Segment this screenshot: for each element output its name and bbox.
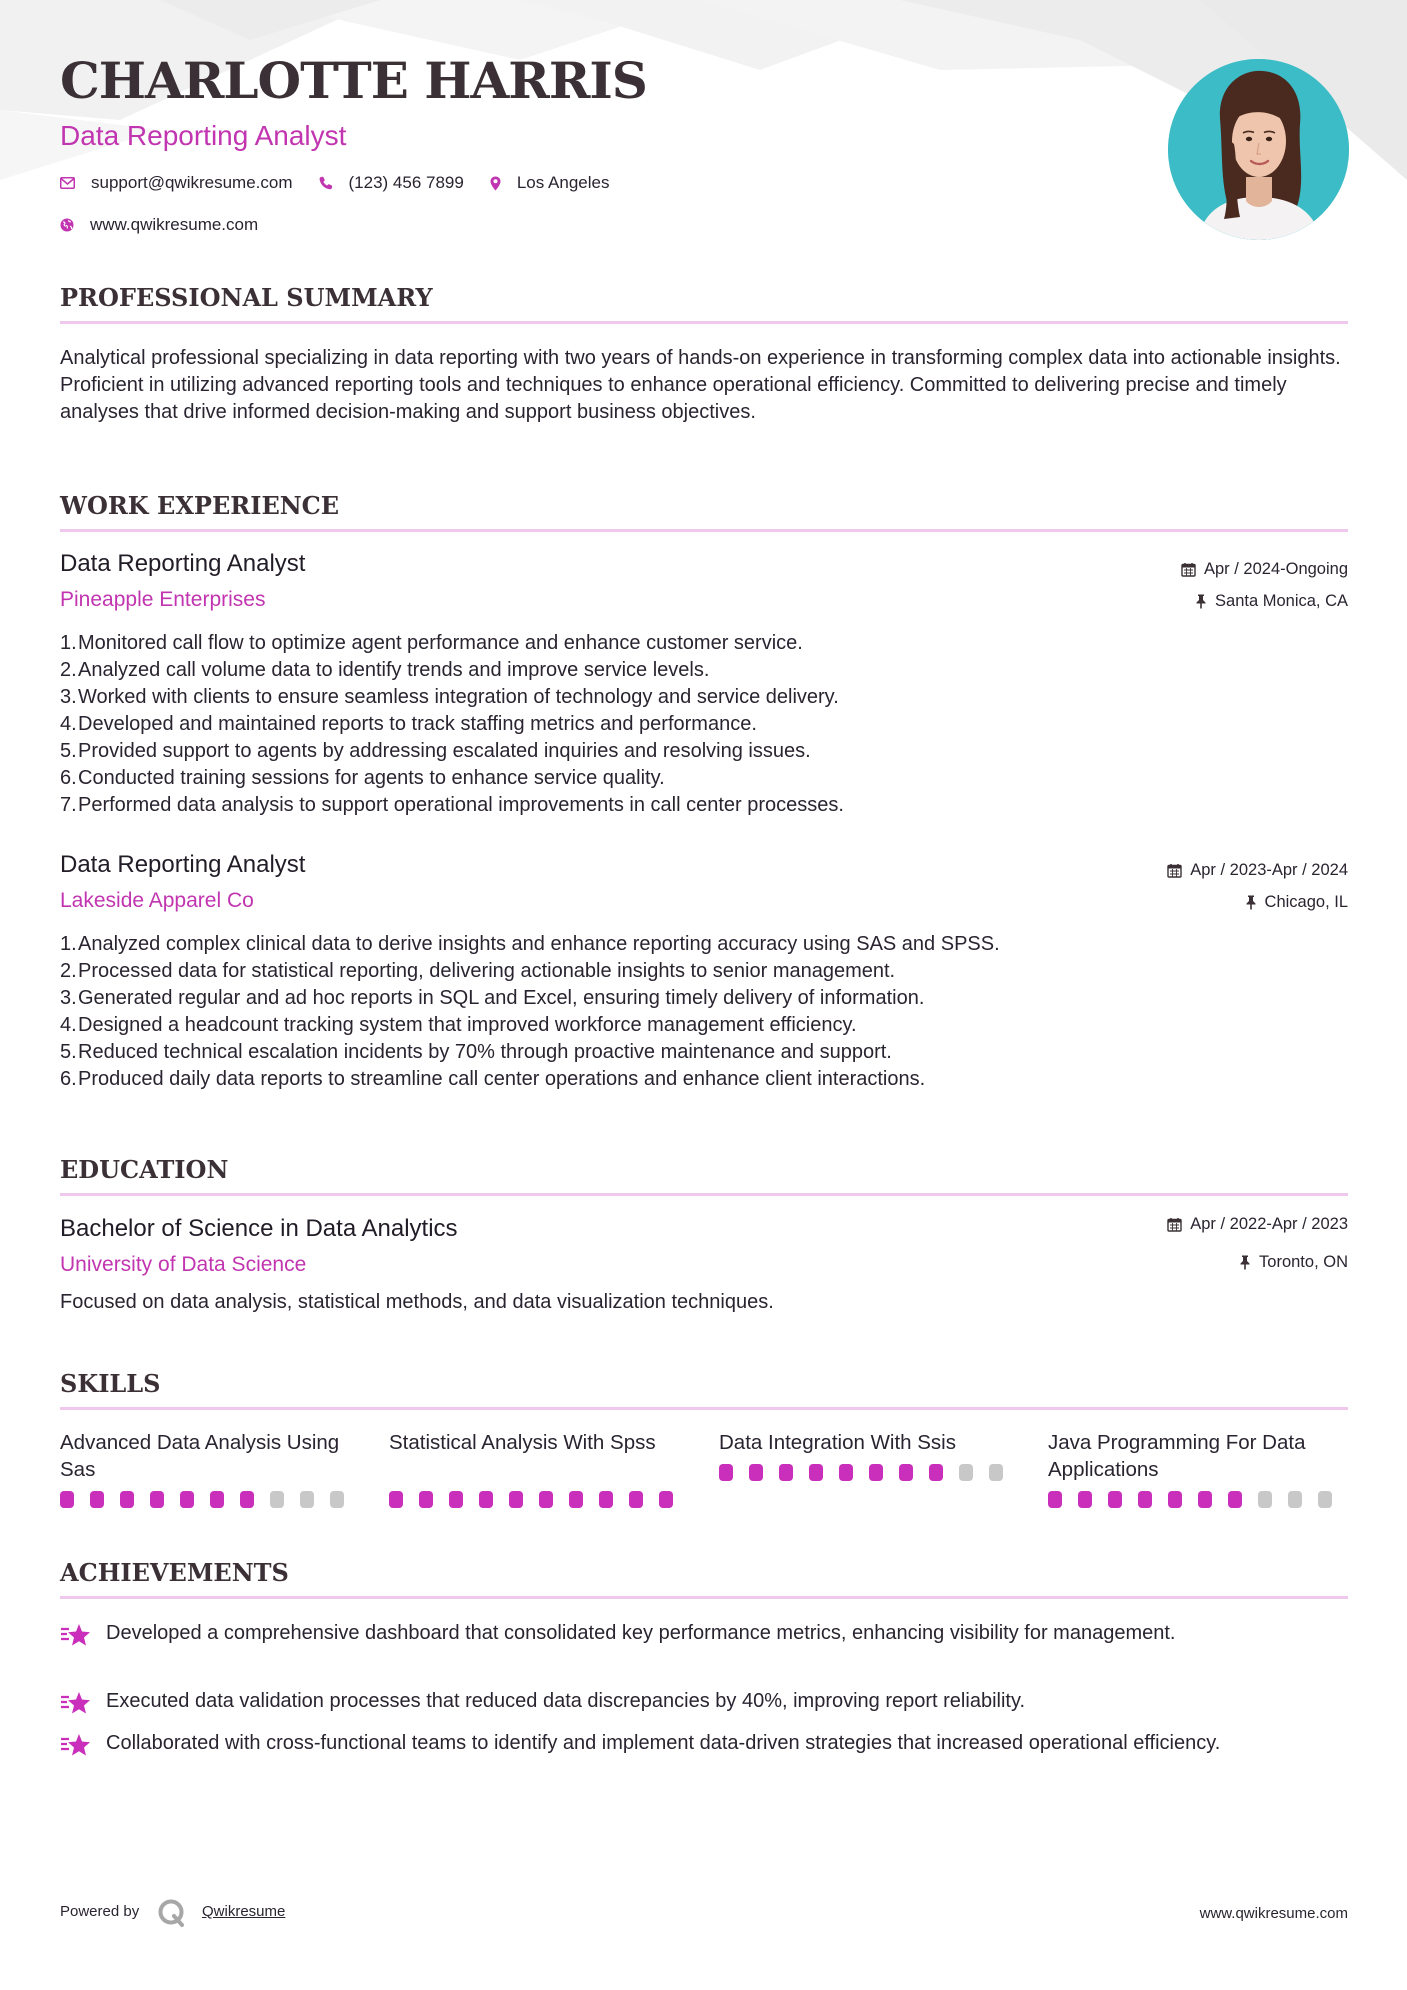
skill-dot-filled	[180, 1491, 194, 1508]
skill-dot-filled	[659, 1491, 673, 1508]
section-heading-education: EDUCATION	[60, 1155, 229, 1184]
skill-dot-filled	[1108, 1491, 1122, 1508]
job-location	[1245, 893, 1348, 912]
job-location	[1195, 592, 1348, 611]
job-title: Data Reporting Analyst	[60, 550, 306, 577]
bullet-number: 6.	[60, 767, 77, 789]
bullet-text: Processed data for statistical reporting, delivering actionable insights to senior management.	[78, 960, 896, 982]
skill-item	[389, 1429, 689, 1508]
skill-dot-filled	[509, 1491, 523, 1508]
section-divider	[60, 321, 1348, 324]
bullet-number: 3.	[60, 686, 77, 708]
skill-dot-filled	[60, 1491, 74, 1508]
skill-rating	[389, 1491, 689, 1508]
pushpin-icon	[1245, 895, 1257, 910]
bullet-text: Reduced technical escalation incidents by 70% through proactive maintenance and support.	[78, 1041, 892, 1063]
skill-dot-filled	[869, 1464, 883, 1481]
skill-rating	[1048, 1491, 1348, 1508]
bullet-item	[60, 765, 1350, 792]
school-name: University of Data Science	[60, 1253, 307, 1276]
achievement-text: Collaborated with cross-functional teams to identify and implement data-driven strategies that increased operational efficiency.	[106, 1732, 1221, 1754]
summary-text: Analytical professional specializing in data reporting with two years of hands-on experience in transforming complex data into actionable insights. Proficient in utilizing advanced reporting tools and techniques to enhance operational efficiency. Committed to delivering precise and timely analyses that drive informed decision-making and support business objectives.	[60, 347, 1341, 423]
bullet-text: Analyzed call volume data to identify trends and improve service levels.	[78, 659, 710, 681]
bullet-text: Worked with clients to ensure seamless integration of technology and service delivery.	[78, 686, 839, 708]
bullet-number: 1.	[60, 632, 77, 654]
candidate-name: CHARLOTTE HARRIS	[60, 51, 647, 110]
bullet-text: Provided support to agents by addressing escalated inquiries and resolving issues.	[78, 740, 811, 762]
bullet-number: 5.	[60, 1041, 77, 1063]
bullet-text: Developed and maintained reports to track staffing metrics and performance.	[78, 713, 757, 735]
star-icon	[60, 1730, 92, 1760]
skill-dot-empty	[270, 1491, 284, 1508]
skill-dot-filled	[1138, 1491, 1152, 1508]
star-icon	[60, 1620, 92, 1650]
skill-dot-filled	[1198, 1491, 1212, 1508]
achievement-item	[60, 1688, 1350, 1718]
skill-dot-filled	[120, 1491, 134, 1508]
bullet-text: Produced daily data reports to streamline call center operations and enhance client interactions.	[78, 1068, 926, 1090]
bullet-number: 3.	[60, 987, 77, 1009]
skill-dot-filled	[929, 1464, 943, 1481]
education-location-text: Toronto, ON	[1259, 1253, 1348, 1271]
globe-icon	[60, 218, 74, 232]
skill-dot-empty	[989, 1464, 1003, 1481]
skill-dot-empty	[1288, 1491, 1302, 1508]
qwikresume-logo-icon	[157, 1898, 187, 1928]
website-text: www.qwikresume.com	[90, 215, 259, 234]
calendar-icon	[1167, 1217, 1182, 1232]
skill-dot-filled	[629, 1491, 643, 1508]
skill-dot-filled	[779, 1464, 793, 1481]
contact-phone[interactable]	[319, 173, 464, 193]
achievement-text: Executed data validation processes that reduced data discrepancies by 40%, improving report reliability.	[106, 1690, 1026, 1712]
skill-dot-filled	[479, 1491, 493, 1508]
bullet-text: Conducted training sessions for agents to enhance service quality.	[78, 767, 665, 789]
contact-row-1	[60, 173, 635, 193]
skill-dot-filled	[240, 1491, 254, 1508]
skill-name: Data Integration With Ssis	[719, 1431, 956, 1454]
skill-dot-filled	[539, 1491, 553, 1508]
job-dates-text: Apr / 2023-Apr / 2024	[1190, 861, 1348, 879]
job-company: Pineapple Enterprises	[60, 588, 266, 611]
skill-dot-filled	[599, 1491, 613, 1508]
skill-dot-empty	[959, 1464, 973, 1481]
job-dates-text: Apr / 2024-Ongoing	[1203, 560, 1348, 578]
bullet-item	[60, 738, 1350, 765]
section-heading-experience: WORK EXPERIENCE	[60, 491, 340, 520]
skill-dot-empty	[1318, 1491, 1332, 1508]
job-bullet-list	[60, 630, 1350, 819]
education-dates-text: Apr / 2022-Apr / 2023	[1190, 1215, 1348, 1233]
portrait-illustration	[1168, 59, 1349, 240]
skill-dot-filled	[210, 1491, 224, 1508]
skill-rating	[60, 1491, 360, 1508]
skill-dot-filled	[719, 1464, 733, 1481]
qwikresume-link[interactable]: Qwikresume	[202, 1903, 286, 1920]
skill-dot-filled	[90, 1491, 104, 1508]
skill-dot-filled	[419, 1491, 433, 1508]
bullet-number: 5.	[60, 740, 77, 762]
bullet-item	[60, 630, 1350, 657]
bullet-number: 6.	[60, 1068, 77, 1090]
education-description: Focused on data analysis, statistical methods, and data visualization techniques.	[60, 1291, 774, 1313]
skill-dot-empty	[1258, 1491, 1272, 1508]
bullet-item	[60, 1066, 1350, 1093]
achievement-item	[60, 1730, 1350, 1760]
job-company: Lakeside Apparel Co	[60, 889, 254, 912]
skill-dot-filled	[1168, 1491, 1182, 1508]
star-icon	[60, 1688, 92, 1718]
skill-dot-filled	[389, 1491, 403, 1508]
section-divider	[60, 1596, 1348, 1599]
skill-dot-filled	[1078, 1491, 1092, 1508]
achievement-text: Developed a comprehensive dashboard that consolidated key performance metrics, enhancing visibility for management.	[106, 1622, 1176, 1644]
job-location-text: Chicago, IL	[1264, 893, 1348, 911]
bullet-number: 7.	[60, 794, 77, 816]
skill-dot-filled	[809, 1464, 823, 1481]
job-bullet-list	[60, 931, 1350, 1093]
skill-dot-filled	[449, 1491, 463, 1508]
bullet-number: 4.	[60, 713, 77, 735]
skill-dot-filled	[749, 1464, 763, 1481]
section-heading-summary: PROFESSIONAL SUMMARY	[60, 283, 433, 312]
email-text: support@qwikresume.com	[91, 173, 293, 192]
calendar-icon	[1167, 863, 1182, 878]
bullet-number: 1.	[60, 933, 77, 955]
skill-dot-filled	[569, 1491, 583, 1508]
skill-name: Advanced Data Analysis Using Sas	[60, 1431, 340, 1481]
skill-dot-filled	[839, 1464, 853, 1481]
phone-icon	[319, 176, 333, 190]
phone-text: (123) 456 7899	[348, 173, 464, 192]
skill-dot-filled	[150, 1491, 164, 1508]
skill-item	[719, 1429, 1019, 1481]
bullet-number: 4.	[60, 1014, 77, 1036]
skill-name: Statistical Analysis With Spss	[389, 1431, 656, 1454]
bullet-item	[60, 1012, 1350, 1039]
section-divider	[60, 1407, 1348, 1410]
contact-website[interactable]	[60, 215, 258, 235]
envelope-icon	[60, 177, 75, 189]
skill-dot-empty	[330, 1491, 344, 1508]
achievement-item	[60, 1620, 1350, 1650]
bullet-item	[60, 684, 1350, 711]
calendar-icon	[1181, 562, 1196, 577]
bullet-item	[60, 657, 1350, 684]
job-location-text: Santa Monica, CA	[1215, 592, 1348, 610]
bullet-item	[60, 1039, 1350, 1066]
bullet-item	[60, 958, 1350, 985]
bullet-text: Performed data analysis to support operational improvements in call center processes.	[78, 794, 844, 816]
skill-dot-filled	[1228, 1491, 1242, 1508]
powered-by-label: Powered by	[60, 1903, 140, 1920]
location-pin-icon	[490, 176, 501, 191]
section-divider	[60, 1193, 1348, 1196]
section-heading-skills: SKILLS	[60, 1369, 161, 1398]
bullet-item	[60, 792, 1350, 819]
section-heading-achievements: ACHIEVEMENTS	[60, 1558, 289, 1587]
bullet-text: Monitored call flow to optimize agent performance and enhance customer service.	[78, 632, 803, 654]
contact-location	[490, 173, 610, 193]
education-dates	[1167, 1215, 1348, 1234]
degree-title: Bachelor of Science in Data Analytics	[60, 1215, 458, 1242]
bullet-number: 2.	[60, 960, 77, 982]
bullet-text: Generated regular and ad hoc reports in SQL and Excel, ensuring timely delivery of information.	[78, 987, 925, 1009]
skill-dot-filled	[899, 1464, 913, 1481]
profile-photo	[1168, 59, 1349, 240]
skill-name: Java Programming For Data Applications	[1048, 1431, 1306, 1481]
bullet-number: 2.	[60, 659, 77, 681]
skill-dot-filled	[1048, 1491, 1062, 1508]
contact-row-2	[60, 215, 284, 235]
section-divider	[60, 529, 1348, 532]
skill-rating	[719, 1464, 1019, 1481]
contact-email[interactable]	[60, 173, 293, 193]
bullet-item	[60, 931, 1350, 958]
bullet-text: Analyzed complex clinical data to derive insights and enhance reporting accuracy using SAS and SPSS.	[78, 933, 1000, 955]
job-dates	[1181, 560, 1348, 579]
skill-dot-empty	[300, 1491, 314, 1508]
education-location	[1239, 1253, 1348, 1272]
pushpin-icon	[1239, 1255, 1251, 1270]
job-dates	[1167, 861, 1348, 880]
bullet-item	[60, 711, 1350, 738]
location-text: Los Angeles	[516, 173, 610, 192]
candidate-title: Data Reporting Analyst	[60, 120, 347, 151]
job-title: Data Reporting Analyst	[60, 851, 306, 878]
pushpin-icon	[1195, 594, 1207, 609]
footer-url[interactable]: www.qwikresume.com	[1199, 1905, 1348, 1922]
skill-item	[60, 1429, 360, 1508]
bullet-item	[60, 985, 1350, 1012]
skill-item	[1048, 1429, 1348, 1508]
bullet-text: Designed a headcount tracking system that improved workforce management efficiency.	[78, 1014, 857, 1036]
